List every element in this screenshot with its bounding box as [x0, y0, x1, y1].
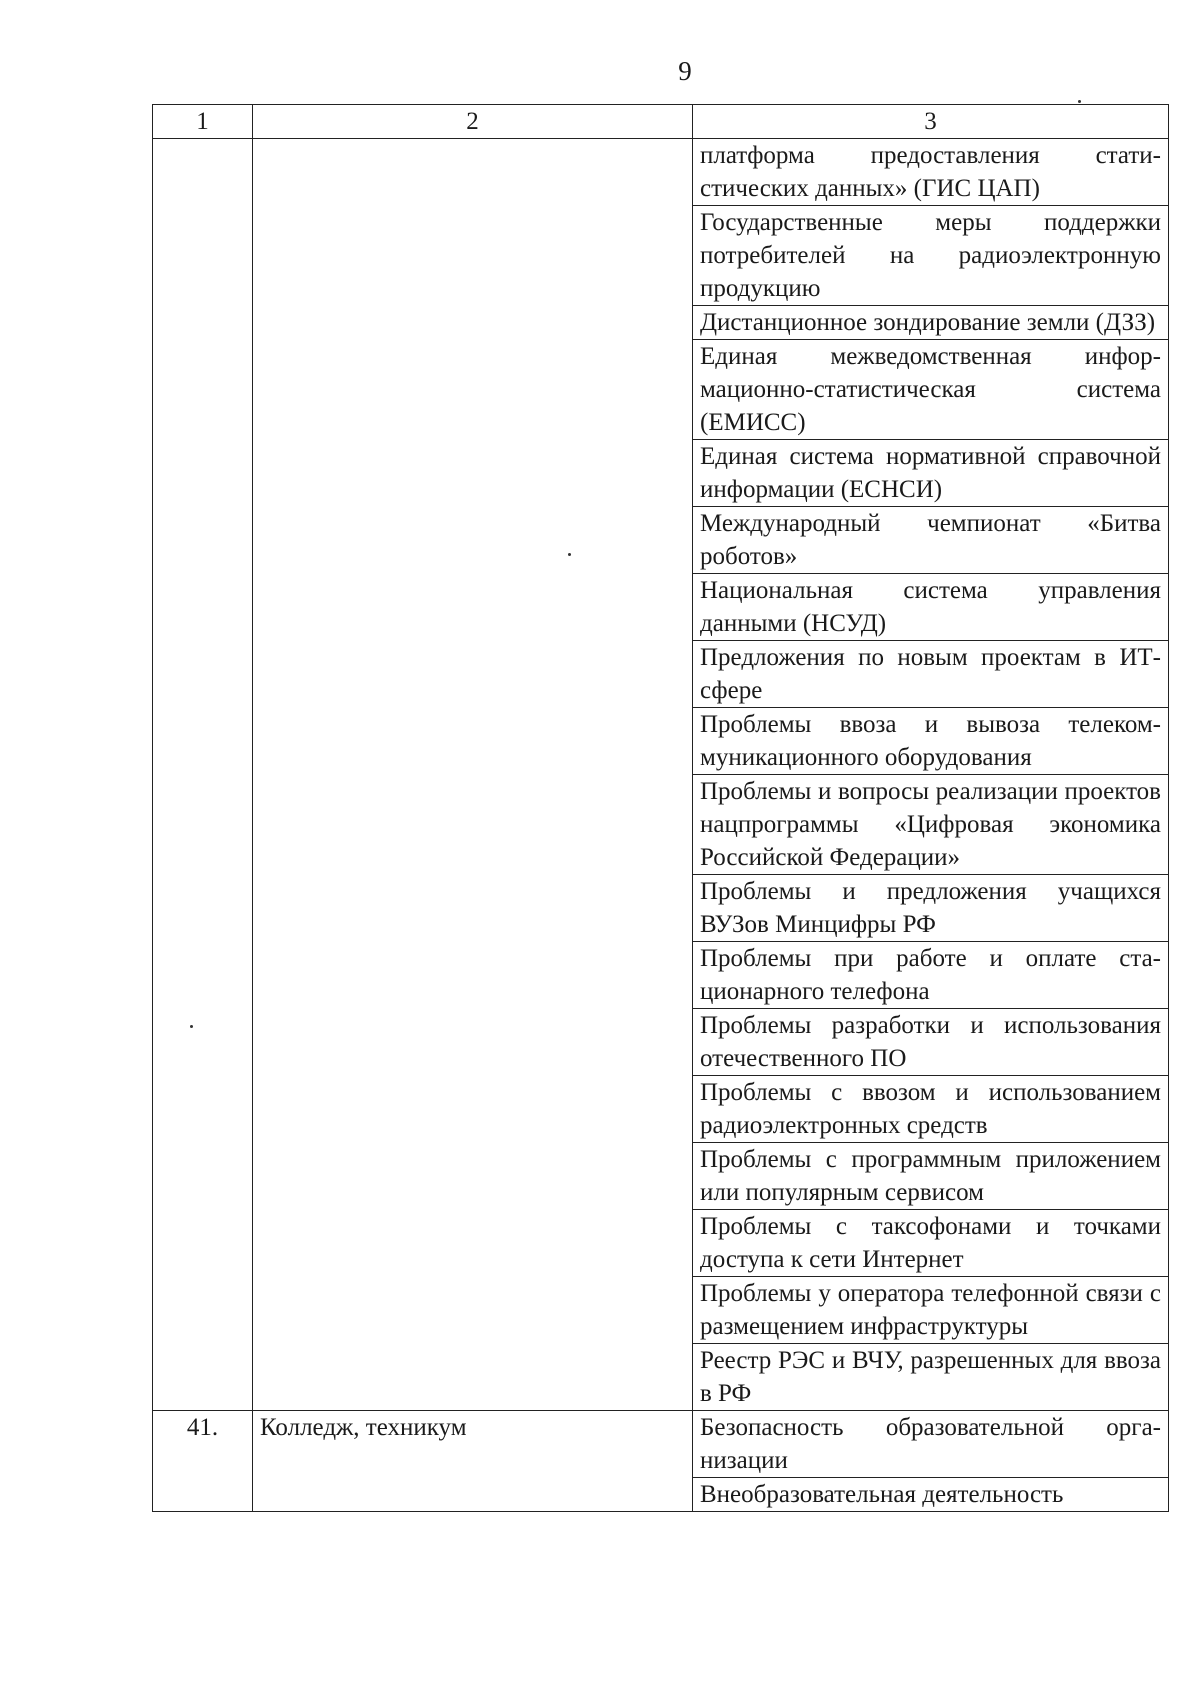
column-header-2: 2 — [253, 105, 693, 139]
topic-cell: Реестр РЭС и ВЧУ, разрешенных для ввоза в РФ — [693, 1344, 1169, 1411]
topic-cell: Проблемы у оператора телефонной связи с размещением инфраструктуры — [693, 1277, 1169, 1344]
column-header-1: 1 — [153, 105, 253, 139]
topic-cell: Проблемы при работе и оплате стационарного телефона — [693, 942, 1169, 1009]
topic-cell: Проблемы и вопросы реализации проектов нацпрограммы «Цифровая экономика Российской Федерации» — [693, 775, 1169, 875]
topic-cell: Дистанционное зондирование земли (ДЗЗ) — [693, 306, 1169, 340]
topic-cell: Единая межведомственная информационно-статистическая система (ЕМИСС) — [693, 340, 1169, 440]
topic-cell: Проблемы ввоза и вывоза телекоммуникационного оборудования — [693, 708, 1169, 775]
page-number: 9 — [678, 56, 692, 86]
table-row — [153, 1411, 1169, 1478]
column-header-3: 3 — [693, 105, 1169, 139]
topic-cell: Международный чемпионат «Битва роботов» — [693, 507, 1169, 574]
topic-cell: Проблемы с программным приложением или популярным сервисом — [693, 1143, 1169, 1210]
topic-cell: Проблемы с таксофонами и точками доступа к сети Интернет — [693, 1210, 1169, 1277]
topics-table — [152, 104, 1169, 1512]
topic-cell: Безопасность образовательной организации — [693, 1411, 1169, 1478]
topic-cell: Проблемы и предложения учащихся ВУЗов Минцифры РФ — [693, 875, 1169, 942]
topic-cell: Государственные меры поддержки потребителей на радиоэлектронную продукцию — [693, 206, 1169, 306]
topic-cell: платформа предоставления статистических данных» (ГИС ЦАП) — [693, 139, 1169, 206]
topic-cell: Проблемы с ввозом и использованием радиоэлектронных средств — [693, 1076, 1169, 1143]
table-row — [153, 139, 1169, 206]
topic-cell: Национальная система управления данными (НСУД) — [693, 574, 1169, 641]
table-header-row — [153, 105, 1169, 139]
topic-cell: Единая система нормативной справочной информации (ЕСНСИ) — [693, 440, 1169, 507]
topic-cell: Внеобразовательная деятельность — [693, 1478, 1169, 1512]
category-cell: Колледж, техникум — [253, 1411, 693, 1512]
topic-cell: Проблемы разработки и использования отечественного ПО — [693, 1009, 1169, 1076]
category-cell — [253, 139, 693, 1411]
scan-speck — [1078, 100, 1081, 103]
topic-cell: Предложения по новым проектам в ИТ-сфере — [693, 641, 1169, 708]
row-number-cell — [153, 139, 253, 1411]
row-number-cell: 41. — [153, 1411, 253, 1512]
